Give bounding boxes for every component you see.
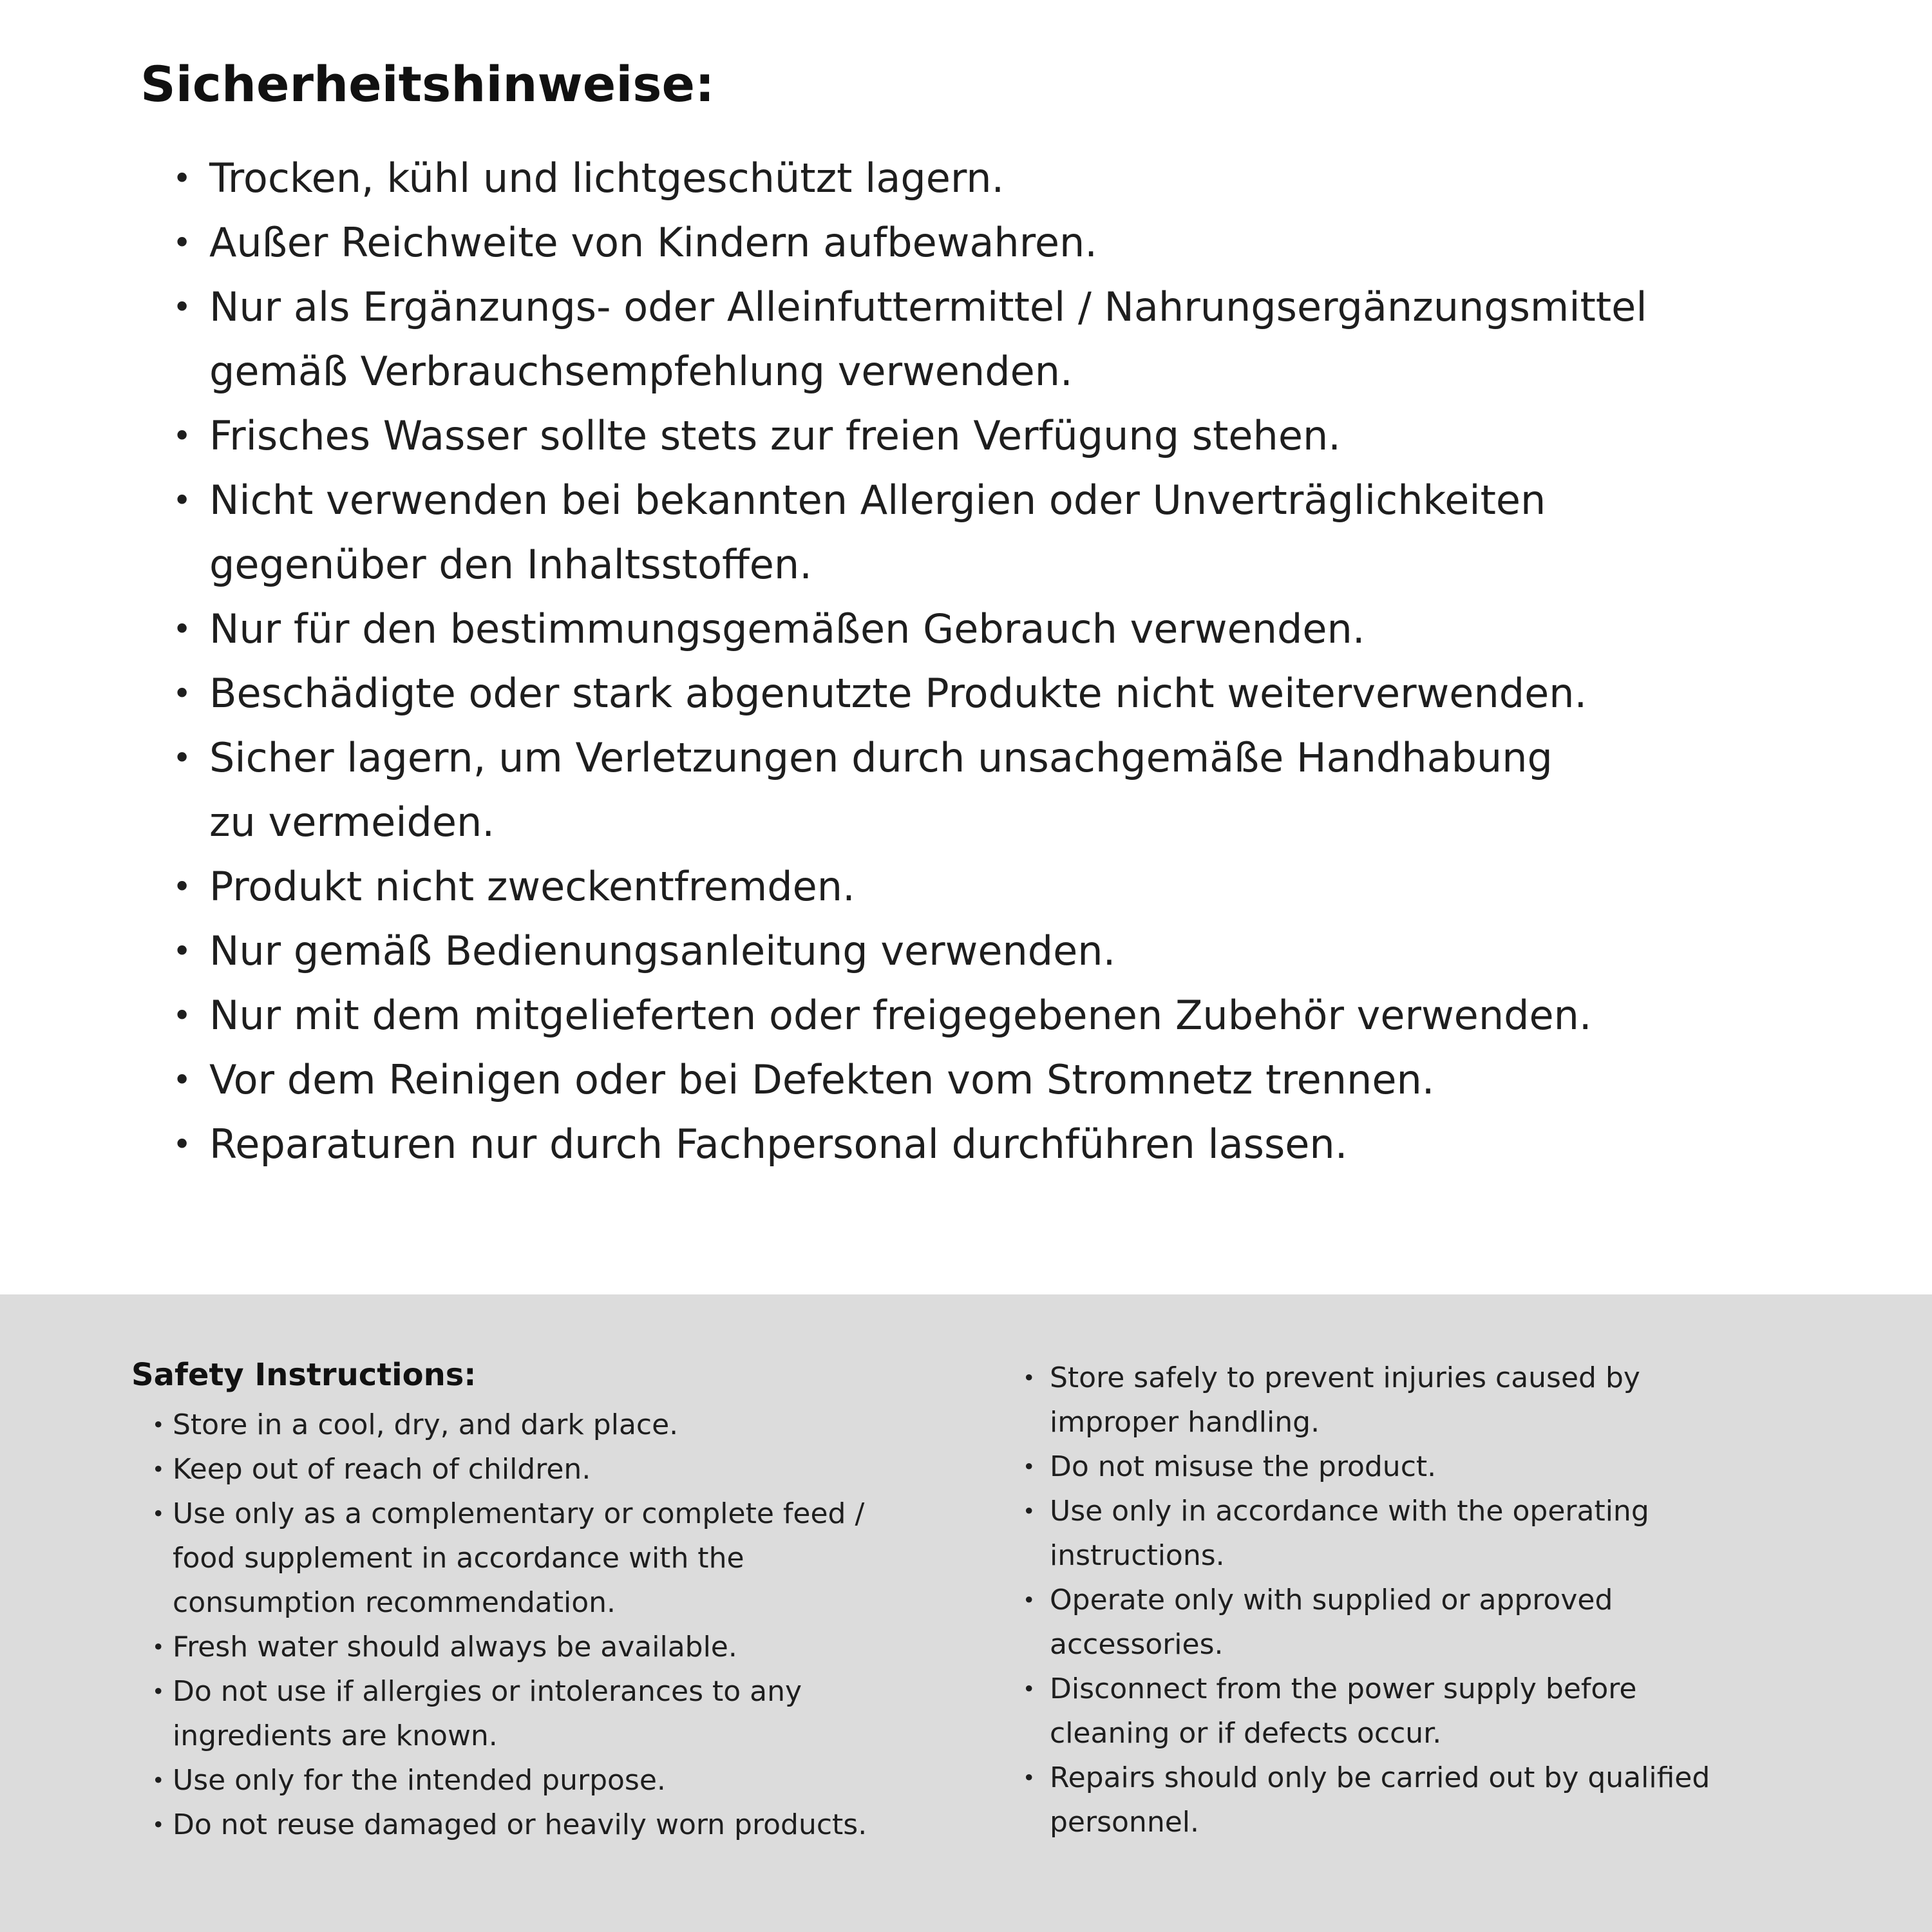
list-item: [173, 919, 1647, 983]
list-item: [173, 404, 1647, 468]
bullet-marker-icon: •: [1023, 1499, 1036, 1524]
bullet-marker-icon: •: [152, 1501, 165, 1526]
bullet-marker-icon: •: [1023, 1365, 1036, 1390]
list-item-line: Repairs should only be carried out by qualified: [1050, 1761, 1710, 1794]
list-item-line: Do not reuse damaged or heavily worn products.: [173, 1808, 867, 1841]
list-item-line: Do not use if allergies or intolerances to any: [173, 1675, 802, 1708]
list-item-line: Fresh water should always be available.: [173, 1631, 737, 1663]
bullet-marker-icon: •: [1023, 1765, 1036, 1790]
english-left-list: [152, 1403, 867, 1847]
list-item-text: [1050, 1489, 1649, 1578]
list-item: [173, 661, 1647, 726]
bullet-marker-icon: •: [152, 1634, 165, 1660]
list-item-text: [209, 983, 1592, 1048]
list-item-line: Nur mit dem mitgelieferten oder freigegebenen Zubehör verwenden.: [209, 992, 1592, 1039]
list-item: [1023, 1578, 1710, 1667]
list-item: [1023, 1489, 1710, 1578]
list-item-text: [209, 919, 1115, 983]
list-item-text: [209, 275, 1647, 404]
list-item-line: food supplement in accordance with the: [173, 1542, 744, 1575]
german-safety-list: [173, 146, 1647, 1177]
list-item-text: [209, 597, 1365, 661]
list-item-text: [173, 1403, 678, 1447]
list-item-line: Use only as a complementary or complete feed /: [173, 1497, 865, 1530]
list-item-line: Nur für den bestimmungsgemäßen Gebrauch verwenden.: [209, 605, 1365, 652]
list-item-line: Keep out of reach of children.: [173, 1453, 591, 1486]
bullet-marker-icon: •: [173, 933, 192, 970]
list-item-line: Produkt nicht zweckentfremden.: [209, 863, 855, 910]
list-item-line: Vor dem Reinigen oder bei Defekten vom Stromnetz trennen.: [209, 1056, 1435, 1103]
list-item: [152, 1492, 867, 1625]
list-item: [1023, 1756, 1710, 1844]
list-item-text: [209, 855, 855, 919]
list-item-text: [1050, 1667, 1637, 1756]
list-item-line: Sicher lagern, um Verletzungen durch unsachgemäße Handhabung: [209, 734, 1553, 781]
list-item-line: Außer Reichweite von Kindern aufbewahren.: [209, 219, 1097, 266]
list-item-line: Nicht verwenden bei bekannten Allergien oder Unverträglichkeiten: [209, 477, 1546, 524]
list-item: [173, 275, 1647, 404]
list-item-text: [173, 1803, 867, 1847]
list-item: [152, 1803, 867, 1847]
list-item-text: [1050, 1444, 1436, 1489]
english-right-list: [1023, 1356, 1710, 1844]
bullet-marker-icon: •: [173, 224, 192, 261]
list-item-text: [209, 404, 1341, 468]
list-item: [1023, 1356, 1710, 1444]
list-item: [1023, 1667, 1710, 1756]
list-item-line: Do not misuse the product.: [1050, 1450, 1437, 1483]
list-item: [152, 1403, 867, 1447]
list-item-line: instructions.: [1050, 1539, 1225, 1572]
bullet-marker-icon: •: [152, 1768, 165, 1793]
list-item-line: gegenüber den Inhaltsstoffen.: [209, 541, 812, 588]
list-item-text: [1050, 1578, 1613, 1667]
list-item-line: Frisches Wasser sollte stets zur freien Verfügung stehen.: [209, 412, 1341, 459]
list-item: [173, 468, 1647, 597]
bullet-marker-icon: •: [173, 160, 192, 197]
list-item-line: Nur gemäß Bedienungsanleitung verwenden.: [209, 927, 1116, 974]
list-item-text: [209, 1048, 1434, 1112]
bullet-marker-icon: •: [173, 611, 192, 648]
bullet-marker-icon: •: [173, 1061, 192, 1099]
list-item: [173, 1048, 1647, 1112]
list-item-line: gemäß Verbrauchsempfehlung verwenden.: [209, 348, 1073, 395]
bullet-marker-icon: •: [152, 1412, 165, 1437]
bullet-marker-icon: •: [152, 1457, 165, 1482]
german-section-title: Sicherheitshinweise:: [140, 55, 715, 113]
english-section-heading: Safety Instructions:: [131, 1357, 477, 1393]
list-item: [152, 1669, 867, 1758]
list-item-line: Operate only with supplied or approved: [1050, 1584, 1613, 1616]
bullet-marker-icon: •: [152, 1679, 165, 1704]
english-left-column: [131, 1352, 867, 1847]
bullet-marker-icon: •: [173, 868, 192, 905]
bullet-marker-icon: •: [173, 739, 192, 777]
list-item-line: cleaning or if defects occur.: [1050, 1717, 1442, 1750]
bullet-marker-icon: •: [173, 675, 192, 712]
list-item: [1023, 1444, 1710, 1489]
list-item-line: improper handling.: [1050, 1406, 1320, 1439]
bullet-marker-icon: •: [173, 482, 192, 519]
list-item: [173, 597, 1647, 661]
list-item-text: [209, 726, 1553, 855]
english-panel: [0, 1294, 1932, 1932]
list-item-text: [1050, 1756, 1710, 1844]
list-item: [152, 1758, 867, 1803]
list-item: [173, 1112, 1647, 1177]
list-item-line: Reparaturen nur durch Fachpersonal durchführen lassen.: [209, 1121, 1348, 1168]
list-item-text: [209, 211, 1097, 275]
bullet-marker-icon: •: [173, 289, 192, 326]
list-item: [152, 1625, 867, 1669]
list-item-line: zu vermeiden.: [209, 799, 495, 846]
list-item-line: Beschädigte oder stark abgenutzte Produkte nicht weiterverwenden.: [209, 670, 1587, 717]
bullet-marker-icon: •: [1023, 1587, 1036, 1613]
list-item-text: [173, 1625, 737, 1669]
list-item-line: Store safely to prevent injuries caused by: [1050, 1361, 1640, 1394]
list-item-text: [173, 1669, 802, 1758]
bullet-marker-icon: •: [173, 997, 192, 1034]
bullet-marker-icon: •: [1023, 1676, 1036, 1701]
list-item-line: consumption recommendation.: [173, 1586, 616, 1619]
list-item-line: ingredients are known.: [173, 1719, 498, 1752]
list-item-text: [209, 146, 1004, 211]
list-item-text: [209, 1112, 1347, 1177]
bullet-marker-icon: •: [173, 417, 192, 455]
list-item-text: [209, 661, 1587, 726]
list-item-text: [173, 1447, 591, 1492]
list-item: [173, 855, 1647, 919]
bullet-marker-icon: •: [152, 1812, 165, 1837]
list-item: [152, 1447, 867, 1492]
list-item-line: Disconnect from the power supply before: [1050, 1672, 1637, 1705]
list-item-text: [209, 468, 1546, 597]
english-right-column: [1023, 1356, 1710, 1844]
bullet-marker-icon: •: [1023, 1454, 1036, 1479]
bullet-marker-icon: •: [173, 1126, 192, 1163]
list-item: [173, 211, 1647, 275]
list-item-line: Trocken, kühl und lichtgeschützt lagern.: [209, 155, 1005, 202]
list-item: [173, 726, 1647, 855]
list-item-line: Store in a cool, dry, and dark place.: [173, 1408, 679, 1441]
list-item-text: [173, 1758, 666, 1803]
list-item: [173, 983, 1647, 1048]
list-item-line: personnel.: [1050, 1806, 1199, 1839]
list-item-line: Nur als Ergänzungs- oder Alleinfuttermittel / Nahrungsergänzungsmittel: [209, 283, 1647, 330]
list-item: [173, 146, 1647, 211]
list-item-line: Use only for the intended purpose.: [173, 1764, 666, 1797]
list-item-text: [173, 1492, 864, 1625]
list-item-line: Use only in accordance with the operating: [1050, 1495, 1649, 1528]
list-item-line: accessories.: [1050, 1628, 1224, 1661]
list-item-text: [1050, 1356, 1640, 1444]
